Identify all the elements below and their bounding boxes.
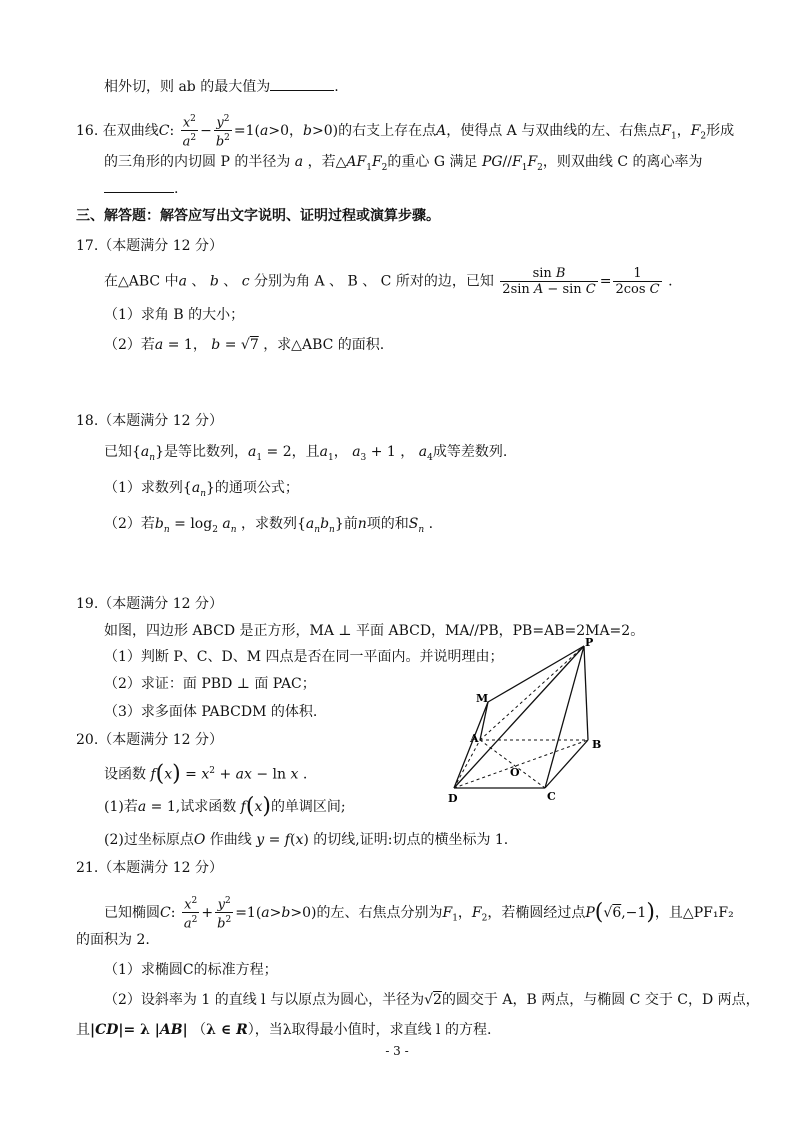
edge-DM (454, 702, 488, 788)
question-20-stem: 设函数 $f(x) = x^2$ + ax − ln x . (104, 761, 308, 787)
question-18-part2: （2）若$b_n = \log_2 a_n$ ，求数列$\{a_nb_n\}$前n项的和$S_n$ . (104, 516, 434, 535)
label-P: P (585, 636, 594, 649)
edge-DB (454, 740, 588, 788)
question-18-stem: 已知$\{a_n\}$是等比数列，$a_1 = 2$，且$a_1$， $a_3 + 1$ ， $a_4$成等差数列. (104, 444, 508, 463)
label-D: D (448, 792, 458, 805)
question-16-line3: . (104, 178, 178, 199)
section-title: 三、解答题：解答应写出文字说明、证明过程或演算步骤。 (76, 208, 440, 224)
question-17-part1: （1）求角 B 的大小； (104, 307, 245, 323)
edge-AC (480, 740, 545, 788)
question-16-line1: 16. 在双曲线C: $\frac{x^2}{a^2}$ − $\frac{y^2}{b^2}$ =1(a>0，b>0)的右支上存在点A，使得点 A 与双曲线的左、右焦点$F_1$，$F_2$形成 (76, 114, 735, 150)
answer-blank-15[interactable] (270, 76, 334, 91)
edge-MP (488, 646, 584, 702)
edge-AP (480, 646, 584, 740)
question-19-header: 19.（本题满分 12 分） (76, 596, 223, 612)
question-21-part2-line2: 且|CD|= λ |AB| （λ ∈ R），当λ取得最小值时，求直线 l 的方程. (76, 1022, 492, 1038)
question-17-header: 17.（本题满分 12 分） (76, 238, 223, 254)
question-21-part2: （2）设斜率为 1 的直线 l 与以原点为圆心，半径为√2的圆交于 A，B 两点，与椭圆 C 交于 C，D 两点， (104, 992, 760, 1008)
question-21-part1: （1）求椭圆C的标准方程； (104, 962, 278, 978)
question-19-part1: （1）判断 P、C、D、M 四点是否在同一平面内。并说明理由； (104, 649, 504, 665)
answer-blank-16[interactable] (104, 178, 174, 193)
label-O: O (510, 766, 520, 779)
label-B: B (592, 738, 602, 751)
question-21-header: 21.（本题满分 12 分） (76, 860, 223, 876)
label-A: A (470, 732, 479, 745)
question-19-part3: （3）求多面体 PABCDM 的体积. (104, 704, 318, 720)
label-C: C (547, 790, 556, 803)
polyhedron-figure (440, 636, 620, 806)
question-number: 16. (76, 122, 99, 139)
question-20-part1: (1)若a = 1,试求函数 f(x)的单调区间; (104, 794, 346, 819)
continued-line-15: 相外切，则 ab 的最大值为 . (104, 76, 339, 97)
question-18-header: 18.（本题满分 12 分） (76, 413, 223, 429)
question-19-part2: （2）求证：面 PBD ⊥ 面 PAC； (104, 676, 316, 692)
question-20-part2: (2)过坐标原点O 作曲线 y = f(x) 的切线,证明:切点的横坐标为 1. (104, 832, 509, 848)
page-number: - 3 - (385, 1044, 409, 1058)
question-17-stem: 在△ABC 中a 、 b 、 c 分别为角 A 、 B 、 C 所对的边，已知 $\frac{\text{sin B}}{\text{2sin A − sin C}}$ = $\frac{1}{\text{2cos C}}$ . (104, 266, 673, 297)
question-16-line2: 的三角形的内切圆 P 的半径为 a ，若$\triangle AF_1F_2$的重心 G 满足 $PG//F_1F_2$，则双曲线 C 的离心率为 (104, 154, 703, 173)
question-17-part2: （2）若a = 1， b = √7 ，求△ABC 的面积. (104, 337, 385, 353)
question-19-stem: 如图，四边形 ABCD 是正方形，MA ⊥ 平面 ABCD，MA//PB，PB=AB=2MA=2。 (104, 623, 645, 639)
question-20-header: 20.（本题满分 12 分） (76, 732, 223, 748)
question-21-stem: 已知椭圆C: $\frac{x^2}{a^2}$ + $\frac{y^2}{b^2}$ =1(a>b>0)的左、右焦点分别为$F_1$，$F_2$，若椭圆经过点P(√6,−1)，且△PF₁F₂ (104, 896, 734, 932)
question-18-part1: （1）求数列$\{a_n\}$的通项公式； (104, 480, 299, 499)
edge-PB (584, 646, 588, 740)
question-21-stem-line2: 的面积为 2. (76, 932, 150, 948)
label-M: M (476, 692, 489, 705)
